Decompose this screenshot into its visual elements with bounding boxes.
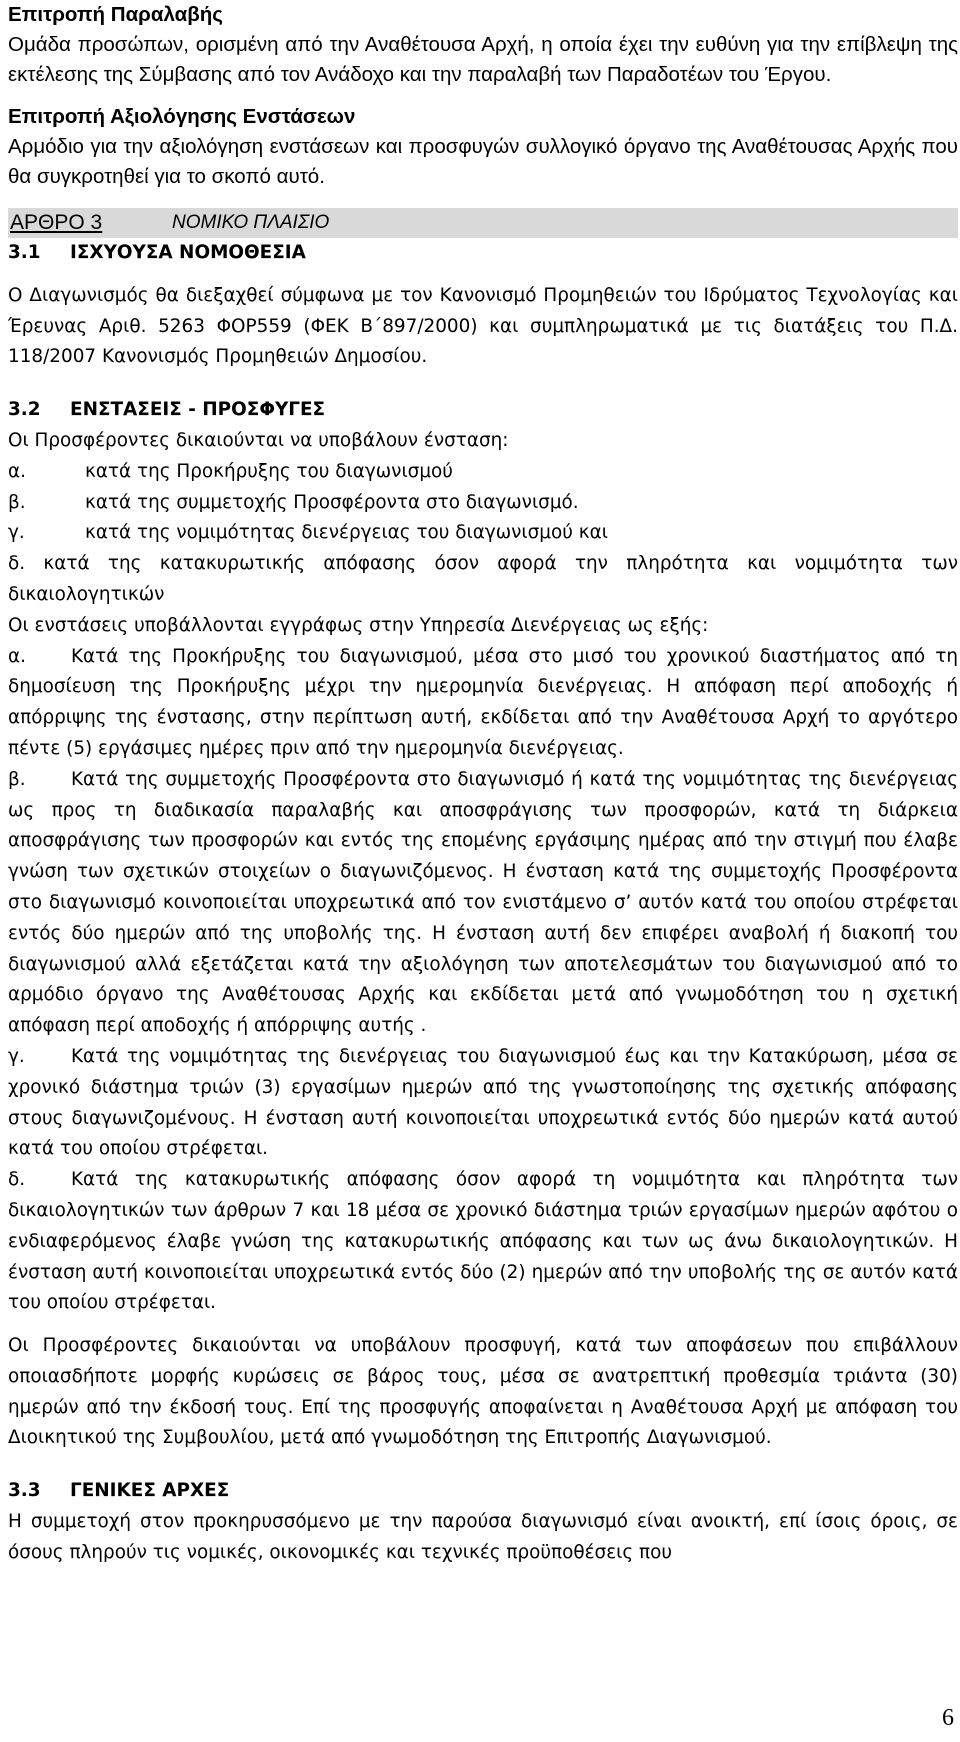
receipt-committee-text: Ομάδα προσώπων, ορισμένη από την Αναθέτουσα Αρχή, η οποία έχει την ευθύνη για την επίβλεψη της εκτέλεσης της Σύμβασης από τον Ανάδοχο και την παραλαβή των Παραδοτέων του Έργου. <box>8 33 958 86</box>
objections-committee-text: Αρμόδιο για την αξιολόγηση ενστάσεων και προσφυγών συλλογικό όργανο της Αναθέτουσας Αρχής που θα συγκροτηθεί για το σκοπό αυτό. <box>8 135 958 188</box>
objections-committee-heading: Επιτροπή Αξιολόγησης Ενστάσεων <box>8 105 356 128</box>
detail-text: Κατά της νομιμότητας της διενέργειας του διαγωνισμού έως και την Κατακύρωση, μέσα σε χρονικό διάστημα τριών (3) εργασίμων ημερών από της γνωστοποίησης της σχετικής απόφασης στους διαγωνιζομένους. Η ένσταση αυτή κοινοποιείται υποχρεωτικά εντός δύο ημερών κατά αυτού κατά του οποίου στρέφεται. <box>8 1045 958 1160</box>
section-3-3-heading <box>8 1476 958 1507</box>
section-title: ΓΕΝΙΚΕΣ ΑΡΧΕΣ <box>70 1480 230 1502</box>
section-3-2-heading <box>8 395 958 426</box>
article-number: ΑΡΘΡΟ 3 <box>10 211 103 234</box>
detail-text: Κατά της κατακυρωτικής απόφασης όσον αφορά τη νομιμότητα και πληρότητα των δικαιολογητικών των άρθρων 7 και 18 μέσα σε χρονικό διάστημα τριών εργασίμων ημερών αφότου ο ενδιαφερόμενος έλαβε γνώση της κατακυρωτικής απόφασης και των ως άνω δικαιολογητικών. Η ένσταση αυτή κοινοποιείται υποχρεωτικά εντός δύο (2) ημερών από την υποβολής της σε αυτόν κατά του οποίου στρέφεται. <box>8 1169 958 1314</box>
article-heading-bar <box>8 208 958 238</box>
receipt-committee-block <box>8 0 958 90</box>
page-number: 6 <box>942 1705 954 1731</box>
detail-paragraph <box>8 1165 958 1319</box>
list-text: κατά της νομιμότητας διενέργειας του διαγωνισμού και <box>85 522 608 544</box>
section-title: ΙΣΧΥΟΥΣΑ ΝΟΜΟΘΕΣΙΑ <box>70 242 306 263</box>
detail-marker: γ. <box>8 1045 25 1067</box>
receipt-committee-heading: Επιτροπή Παραλαβής <box>8 3 223 26</box>
document-page <box>8 0 958 1569</box>
list-item <box>8 518 958 549</box>
appeal-paragraph: Οι Προσφέροντες δικαιούνται να υποβάλουν προσφυγή, κατά των αποφάσεων που επιβάλλουν οποιασδήποτε μορφής κυρώσεις σε βάρος τους, μέσα σε ανατρεπτική προθεσμία τριάντα (30) ημερών από την έκδοσή τους. Επί της προσφυγής αποφαίνεται η Αναθέτουσα Αρχή με απόφαση του Διοικητικού της Συμβουλίου, μετά από γνωμοδότηση της Επιτροπής Διαγωνισμού. <box>8 1335 958 1449</box>
article-title: ΝΟΜΙΚΟ ΠΛΑΙΣΙΟ <box>172 212 330 233</box>
detail-marker: α. <box>8 645 26 667</box>
list-marker: γ. <box>8 522 25 544</box>
written-objections-intro: Οι ενστάσεις υποβάλλονται εγγράφως στην Υπηρεσία Διενέργειας ως εξής: <box>8 614 709 636</box>
section-3-3-text: Η συμμετοχή στον προκηρυσσόμενο με την παρούσα διαγωνισμό είναι ανοικτή, επί ίσοις όροις, σε όσους πληρούν τις νομικές, οικονομικές και τεχνικές προϋποθέσεις που <box>8 1511 958 1563</box>
section-number: 3.2 <box>8 399 41 421</box>
section-number: 3.3 <box>8 1480 41 1502</box>
objections-committee-block <box>8 102 958 192</box>
section-3-1-text: Ο Διαγωνισμός θα διεξαχθεί σύμφωνα με τον Κανονισμό Προμηθειών του Ιδρύματος Τεχνολογίας και Έρευνας Αριθ. 5263 ΦΟΡ559 (ΦΕΚ Β΄897/2000) και συμπληρωματικά με τις διατάξεις του Π.Δ. 118/2007 Κανονισμός Προμηθειών Δημοσίου. <box>8 284 958 368</box>
list-text: κατά της συμμετοχής Προσφέροντα στο διαγωνισμό. <box>85 491 579 513</box>
section-3-1-heading <box>8 238 958 269</box>
list-item <box>8 488 958 519</box>
section-number: 3.1 <box>8 242 41 263</box>
list-marker: α. <box>8 460 26 482</box>
detail-text: Κατά της Προκήρυξης του διαγωνισμού, μέσα στο μισό του χρονικού διαστήματος από τη δημοσίευση της Προκήρυξης μέχρι την ημερομηνία διενέργειας. Η απόφαση περί αποδοχής ή απόρριψης της ένστασης, στην περίπτωση αυτή, εκδίδεται από την Αναθέτουσα Αρχή το αργότερο πέντε (5) εργάσιμες ημέρες πριν από την ημερομηνία διενέργειας. <box>8 645 958 759</box>
list-marker: β. <box>8 491 26 513</box>
section-title: ΕΝΣΤΑΣΕΙΣ - ΠΡΟΣΦΥΓΕΣ <box>70 399 326 421</box>
detail-paragraph <box>8 1042 958 1165</box>
list-item <box>8 457 958 488</box>
detail-text: Κατά της συμμετοχής Προσφέροντα στο διαγωνισμό ή κατά της νομιμότητας της διενέργειας ως προς τη διαδικασία παραλαβής και αποσφράγισης των προσφορών, κατά τη διάρκεια αποσφράγισης των προσφορών και εντός της επομένης εργάσιμης ημέρας από την στιγμή που έλαβε γνώση των σχετικών στοιχείων ο διαγωνιζόμενος. Η ένσταση κατά της συμμετοχής Προσφέροντα στο διαγωνισμό κοινοποιείται υποχρεωτικά από τον ενιστάμενο σ’ αυτόν κατά του οποίου στρέφεται εντός δύο ημερών από της υποβολής της. Η ένσταση αυτή δεν επιφέρει αναβολή ή διακοπή του διαγωνισμού αλλά εξετάζεται κατά την αξιολόγηση των αποτελεσμάτων του διαγωνισμού από το αρμόδιο όργανο της Αναθέτουσας Αρχής και εκδίδεται μετά από γνωμοδότηση του η σχετική απόφαση περί αποδοχής ή απόρριψης αυτής . <box>8 768 958 1037</box>
detail-marker: δ. <box>8 1169 26 1191</box>
list-text: κατά της Προκήρυξης του διαγωνισμού <box>85 460 453 482</box>
objection-intro: Οι Προσφέροντες δικαιούνται να υποβάλουν ένσταση: <box>8 429 509 451</box>
detail-paragraph <box>8 765 958 1042</box>
detail-marker: β. <box>8 768 26 790</box>
list-item-d: δ. κατά της κατακυρωτικής απόφασης όσον αφορά την πληρότητα και νομιμότητα των δικαιολογητικών <box>8 553 958 605</box>
detail-paragraph <box>8 642 958 765</box>
